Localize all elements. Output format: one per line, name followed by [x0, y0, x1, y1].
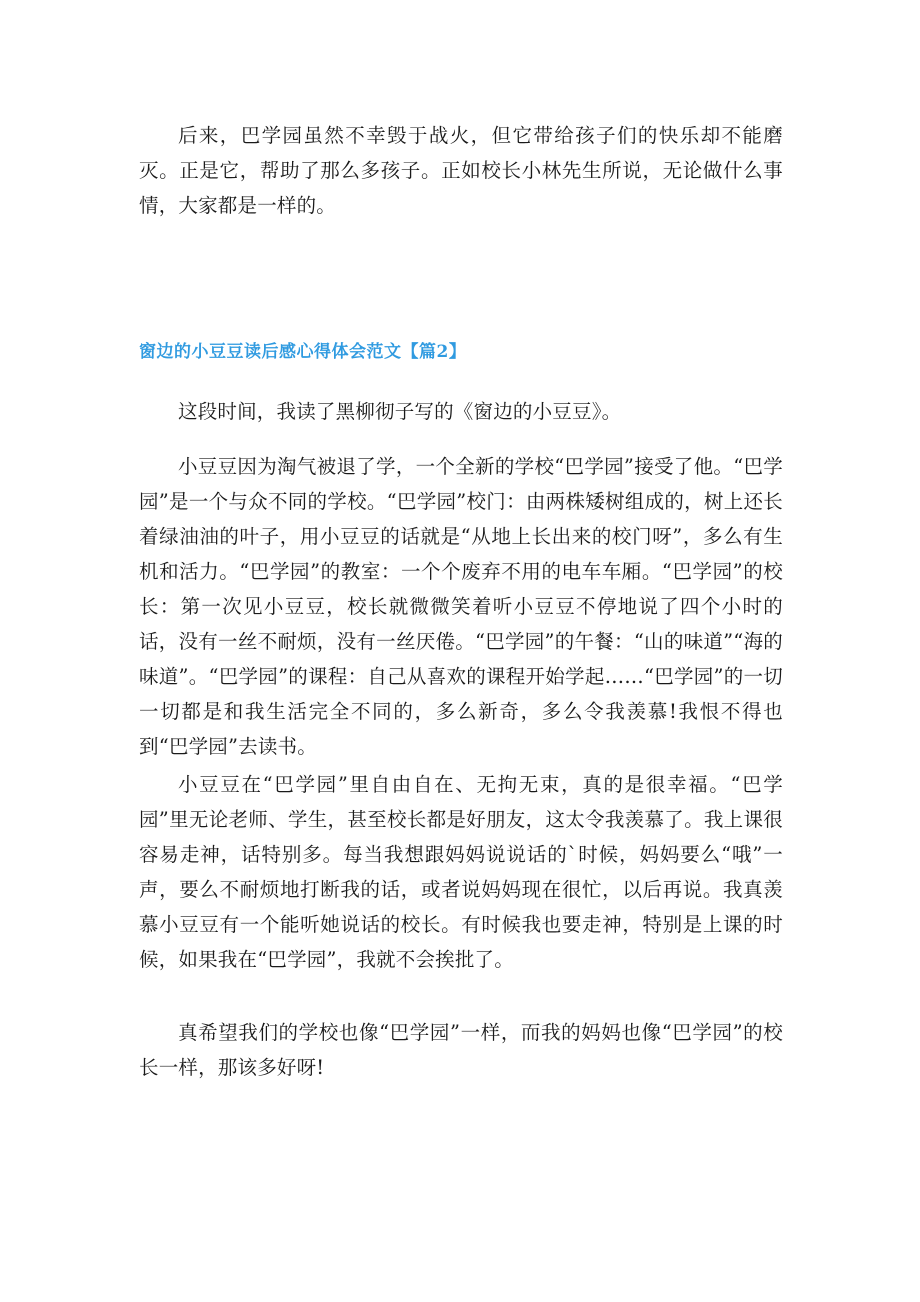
- section-heading: 窗边的小豆豆读后感心得体会范文【篇2】: [139, 342, 467, 362]
- paragraph-intro: 后来，巴学园虽然不幸毁于战火，但它带给孩子们的快乐却不能磨灭。正是它，帮助了那么多孩子。正如校长小林先生所说，无论做什么事情，大家都是一样的。: [139, 124, 783, 217]
- paragraph-3: 小豆豆在“巴学园”里自由自在、无拘无束，真的是很幸福。“巴学园”里无论老师、学生，甚至校长都是好朋友，这太令我羡慕了。我上课很容易走神，话特别多。每当我想跟妈妈说说话的`时候，妈妈要么“哦”一声，要么不耐烦地打断我的话，或者说妈妈现在很忙，以后再说。我真羡慕小豆豆有一个能听她说话的校长。有时候我也要走神，特别是上课的时候，如果我在“巴学园”，我就不会挨批了。: [139, 773, 783, 971]
- paragraph-1: 这段时间，我读了黑柳彻子写的《窗边的小豆豆》。: [178, 400, 622, 423]
- paragraph-4: 真希望我们的学校也像“巴学园”一样，而我的妈妈也像“巴学园”的校长一样，那该多好呀!: [139, 1021, 783, 1079]
- paragraph-2: 小豆豆因为淘气被退了学，一个全新的学校“巴学园”接受了他。“巴学园”是一个与众不同的学校。“巴学园”校门：由两株矮树组成的，树上还长着绿油油的叶子，用小豆豆的话就是“从地上长出来的校门呀”，多么有生机和活力。“巴学园”的教室：一个个废弃不用的电车车厢。“巴学园”的校长：第一次见小豆豆，校长就微微笑着听小豆豆不停地说了四个小时的话，没有一丝不耐烦，没有一丝厌倦。“巴学园”的午餐：“山的味道”“海的味道”。“巴学园”的课程：自己从喜欢的课程开始学起……“巴学园”的一切一切都是和我生活完全不同的，多么新奇，多么令我羡慕!我恨不得也到“巴学园”去读书。: [139, 455, 783, 758]
